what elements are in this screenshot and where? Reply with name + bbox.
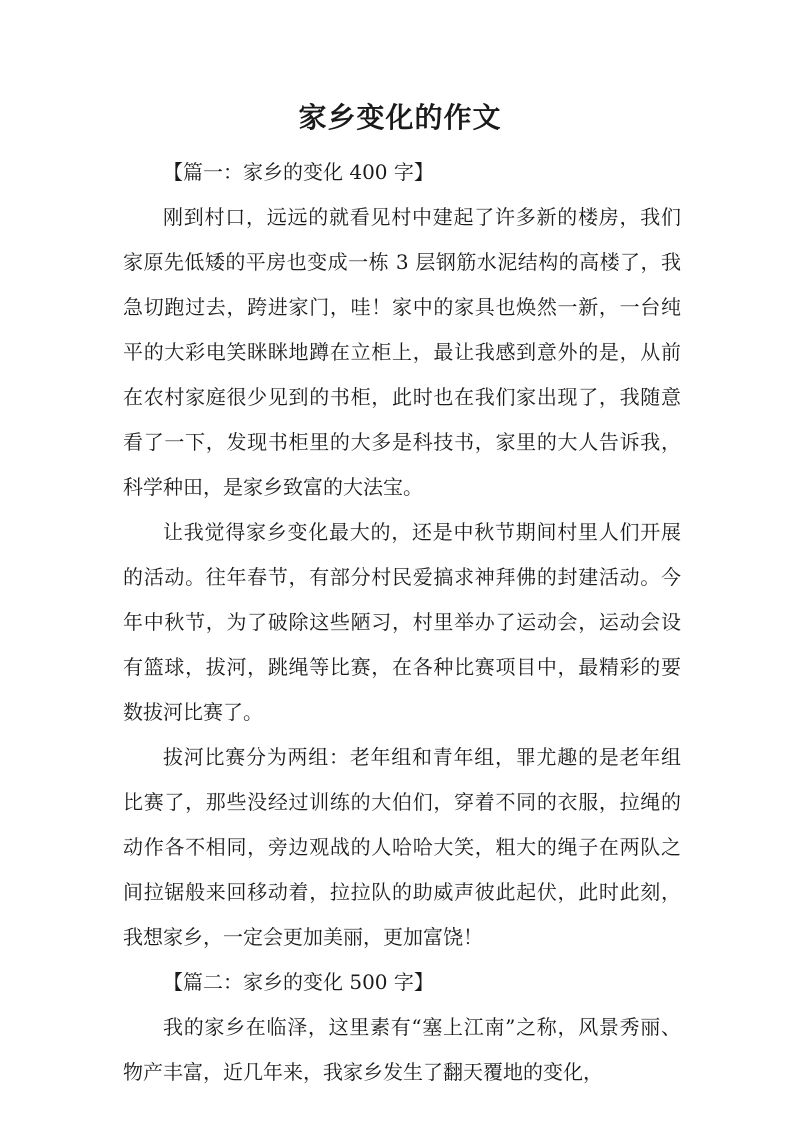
section-heading: 【篇一：家乡的变化 400 字】 xyxy=(163,160,434,184)
section-heading: 【篇二：家乡的变化 500 字】 xyxy=(163,970,434,994)
paragraph: 让我觉得家乡变化最大的，还是中秋节期间村里人们开展的活动。往年春节，有部分村民爱搞求神拜佛的封建活动。今年中秋节，为了破除这些陋习，村里举办了运动会，运动会设有篮球，拔河，跳绳等比赛，在各种比赛项目中，最精彩的要数拔河比赛了。 xyxy=(123,520,681,724)
paragraph: 我的家乡在临泽，这里素有“塞上江南”之称，风景秀丽、物产丰富，近几年来，我家乡发生了翻天覆地的变化， xyxy=(123,1015,681,1084)
paragraph: 刚到村口，远远的就看见村中建起了许多新的楼房，我们家原先低矮的平房也变成一栋 3 层钢筋水泥结构的高楼了，我急切跑过去，跨进家门，哇！家中的家具也焕然一新，一台纯平的大彩电笑眯眯地蹲在立柜上，最让我感到意外的是，从前在农村家庭很少见到的书柜，此时也在我们家出现了，我随意看了一下，发现书柜里的大多是科技书，家里的大人告诉我，科学种田，是家乡致富的大法宝。 xyxy=(123,205,681,499)
document-body xyxy=(123,150,681,1095)
document-title: 家乡变化的作文 xyxy=(298,101,502,134)
paragraph: 拔河比赛分为两组：老年组和青年组，罪尤趣的是老年组比赛了，那些没经过训练的大伯们，穿着不同的衣服，拉绳的动作各不相同，旁边观战的人哈哈大笑，粗大的绳子在两队之间拉锯般来回移动着，拉拉队的助威声彼此起伏，此时此刻，我想家乡，一定会更加美丽，更加富饶！ xyxy=(123,745,681,949)
